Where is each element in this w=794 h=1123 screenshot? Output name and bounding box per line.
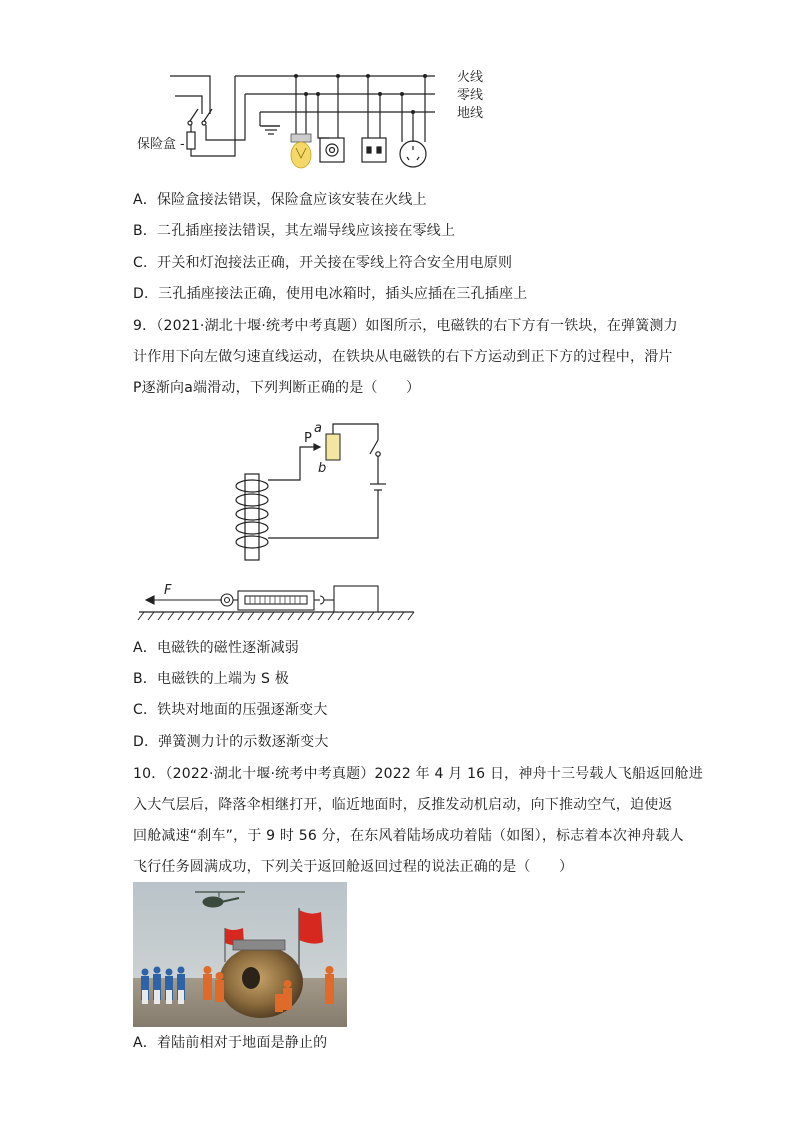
q9-option-d: D．弹簧测力计的示数逐渐变大: [133, 734, 329, 750]
q8-option-b: B．二孔插座接法错误，其左端导线应该接在零线上: [133, 223, 456, 239]
q9-option-a: A．电磁铁的磁性逐渐减弱: [133, 640, 299, 656]
capsule-landing-photo: [133, 882, 347, 1027]
q9-stem-line-3: P逐渐向a端滑动，下列判断正确的是（ ）: [133, 380, 421, 396]
household-circuit-figure: [130, 62, 500, 174]
q10-stem-line-2: 入大气层后，降落伞相继打开，临近地面时，反推发动机启动，向下推动空气，迫使返: [133, 797, 673, 813]
q9-option-b: B．电磁铁的上端为 S 极: [133, 671, 289, 687]
q8-option-a: A．保险盒接法错误，保险盒应该安装在火线上: [133, 192, 427, 208]
q8-option-d: D．三孔插座接法正确，使用电冰箱时，插头应插在三孔插座上: [133, 286, 528, 302]
slider-label-p: P: [304, 431, 312, 446]
q10-stem-line-4: 飞行任务圆满成功，下列关于返回舱返回过程的说法正确的是（ ）: [133, 859, 574, 875]
earth-wire-label: 地线: [457, 106, 484, 121]
q9-option-c: C．铁块对地面的压强逐渐变大: [133, 702, 328, 718]
q9-stem-line-2: 计作用下向左做匀速直线运动，在铁块从电磁铁的右下方运动到正下方的过程中，滑片: [133, 349, 673, 365]
svg-text:-: -: [180, 137, 185, 152]
live-wire-label: 火线: [457, 70, 484, 85]
neutral-wire-label: 零线: [457, 88, 484, 103]
rheostat-end-a: a: [314, 421, 322, 436]
electromagnet-figure: [134, 410, 424, 630]
q9-stem-line-1: 9．（2021·湖北十堰·统考中考真题）如图所示，电磁铁的右下方有一铁块，在弹簧测力: [133, 318, 678, 334]
rheostat-end-b: b: [318, 461, 327, 476]
q10-option-a: A．着陆前相对于地面是静止的: [133, 1035, 328, 1051]
fuse-box-label: 保险盒: [137, 137, 177, 152]
q8-option-c: C．开关和灯泡接法正确，开关接在零线上符合安全用电原则: [133, 255, 513, 271]
q10-stem-line-3: 回舱减速“刹车”，于 9 时 56 分，在东风着陆场成功着陆（如图），标志着本次神舟载人: [133, 828, 684, 844]
q10-stem-line-1: 10．（2022·湖北十堰·统考中考真题）2022 年 4 月 16 日，神舟十三号载人飞船返回舱进: [133, 766, 703, 782]
force-label-f: F: [164, 583, 172, 598]
